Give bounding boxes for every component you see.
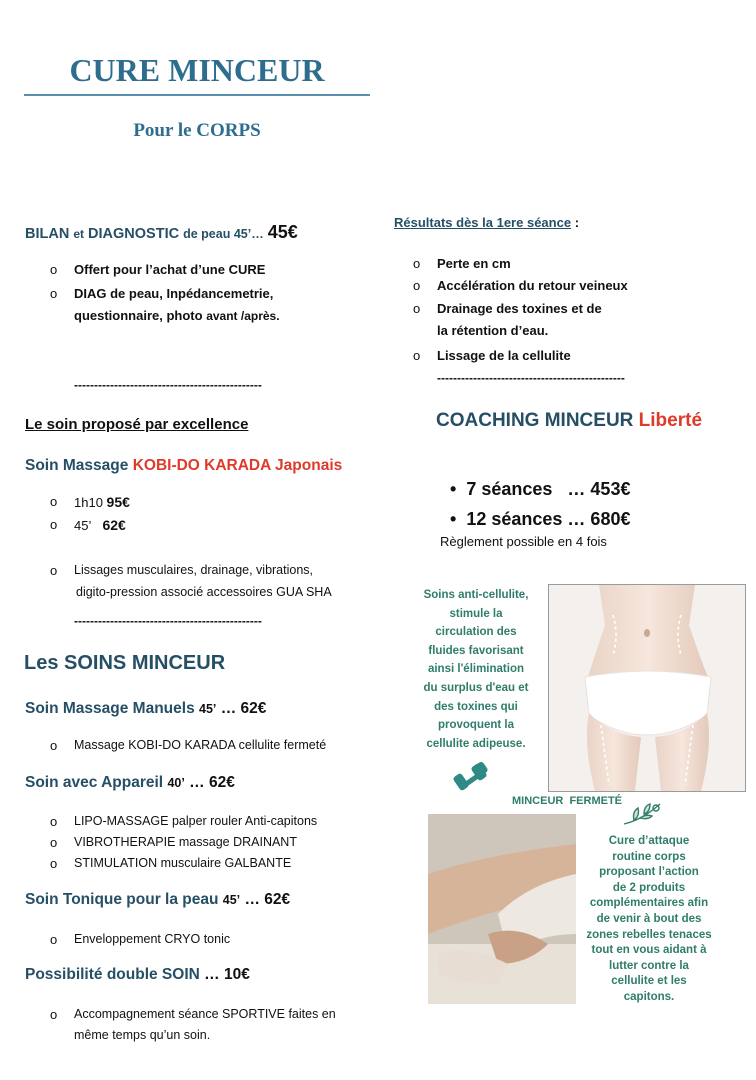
soin-manuels-title: Soin Massage Manuels 45’ … 62€ — [25, 700, 267, 717]
bilan-label-et: et — [73, 227, 85, 241]
dashed-separator: ----------------------------------------------- — [74, 378, 262, 392]
soin-appareil-title: Soin avec Appareil 40’ … 62€ — [25, 774, 235, 791]
bullet-circle-icon: o — [413, 348, 421, 363]
list-item-cont: digito-pression associé accessoires GUA SHA — [76, 585, 332, 599]
offer-item: • 7 séances … 453€ — [450, 479, 631, 499]
soins-heading: Les SOINS MINCEUR — [24, 652, 226, 674]
bullet-dot-icon: • — [450, 509, 457, 529]
bullet-circle-icon: o — [50, 563, 58, 578]
bullet-circle-icon: o — [50, 932, 58, 947]
bullet-circle-icon: o — [50, 517, 58, 532]
bilan-label-a: BILAN — [25, 226, 70, 242]
attaque-description: Cure d’attaque routine corps proposant l’action de 2 produits complémentaires afin de venir à bout des zones rebelles tenaces tout en vous aidant à lutter contre la cellulite et les capitons. — [586, 835, 712, 1003]
body-photo — [548, 584, 746, 792]
bullet-circle-icon: o — [413, 278, 421, 293]
bullet-circle-icon: o — [50, 262, 58, 277]
page-title: CURE MINCEUR — [69, 52, 325, 88]
list-item-cont: questionnaire, photo avant /après. — [74, 308, 280, 323]
massage-photo — [428, 814, 576, 1004]
bullet-circle-icon: o — [50, 286, 58, 301]
bullet-dot-icon: • — [450, 479, 457, 499]
bullet-circle-icon: o — [50, 494, 58, 509]
soin-tonique-title: Soin Tonique pour la peau 45’ … 62€ — [25, 891, 291, 908]
dashed-separator: ----------------------------------------------- — [437, 371, 625, 385]
body-illustration — [549, 585, 745, 791]
list-item-cont: la rétention d’eau. — [437, 323, 549, 338]
fermete-label: MINCEUR FERMETÉ — [512, 795, 622, 807]
leaf-icon — [620, 798, 664, 828]
results-heading: Résultats dès la 1ere séance : — [394, 215, 580, 230]
massage-illustration — [428, 814, 576, 1004]
bilan-price: 45€ — [267, 222, 298, 242]
payment-note: Règlement possible en 4 fois — [440, 534, 607, 549]
bullet-circle-icon: o — [50, 814, 58, 829]
featured-heading: Le soin proposé par excellence — [25, 416, 249, 433]
page-subtitle: Pour le CORPS — [133, 120, 261, 141]
bilan-label-b: DIAGNOSTIC — [88, 226, 180, 242]
title-underline — [24, 94, 370, 96]
dumbbell-icon — [452, 760, 494, 794]
soin-double-title: Possibilité double SOIN … 10€ — [25, 966, 250, 983]
cellulite-description: Soins anti-cellulite, stimule la circulation des fluides favorisant ainsi l'élimination du surplus d'eau et des toxines qui provoquent la cellulite adipeuse. — [423, 589, 529, 750]
dashed-separator: ----------------------------------------------- — [74, 614, 262, 628]
offer-item: • 12 séances … 680€ — [450, 509, 631, 529]
bullet-circle-icon: o — [50, 856, 58, 871]
bullet-circle-icon: o — [413, 256, 421, 271]
featured-title: Soin Massage KOBI-DO KARADA Japonais — [25, 457, 343, 474]
bullet-circle-icon: o — [50, 738, 58, 753]
bullet-circle-icon: o — [413, 301, 421, 316]
bilan-label-c: de peau 45’… — [183, 227, 264, 241]
bullet-circle-icon: o — [50, 835, 58, 850]
bullet-circle-icon: o — [50, 1007, 58, 1022]
bilan-heading — [25, 222, 298, 243]
coaching-title: COACHING MINCEUR Liberté — [436, 410, 703, 431]
list-item-cont: même temps qu’un soin. — [74, 1028, 211, 1042]
